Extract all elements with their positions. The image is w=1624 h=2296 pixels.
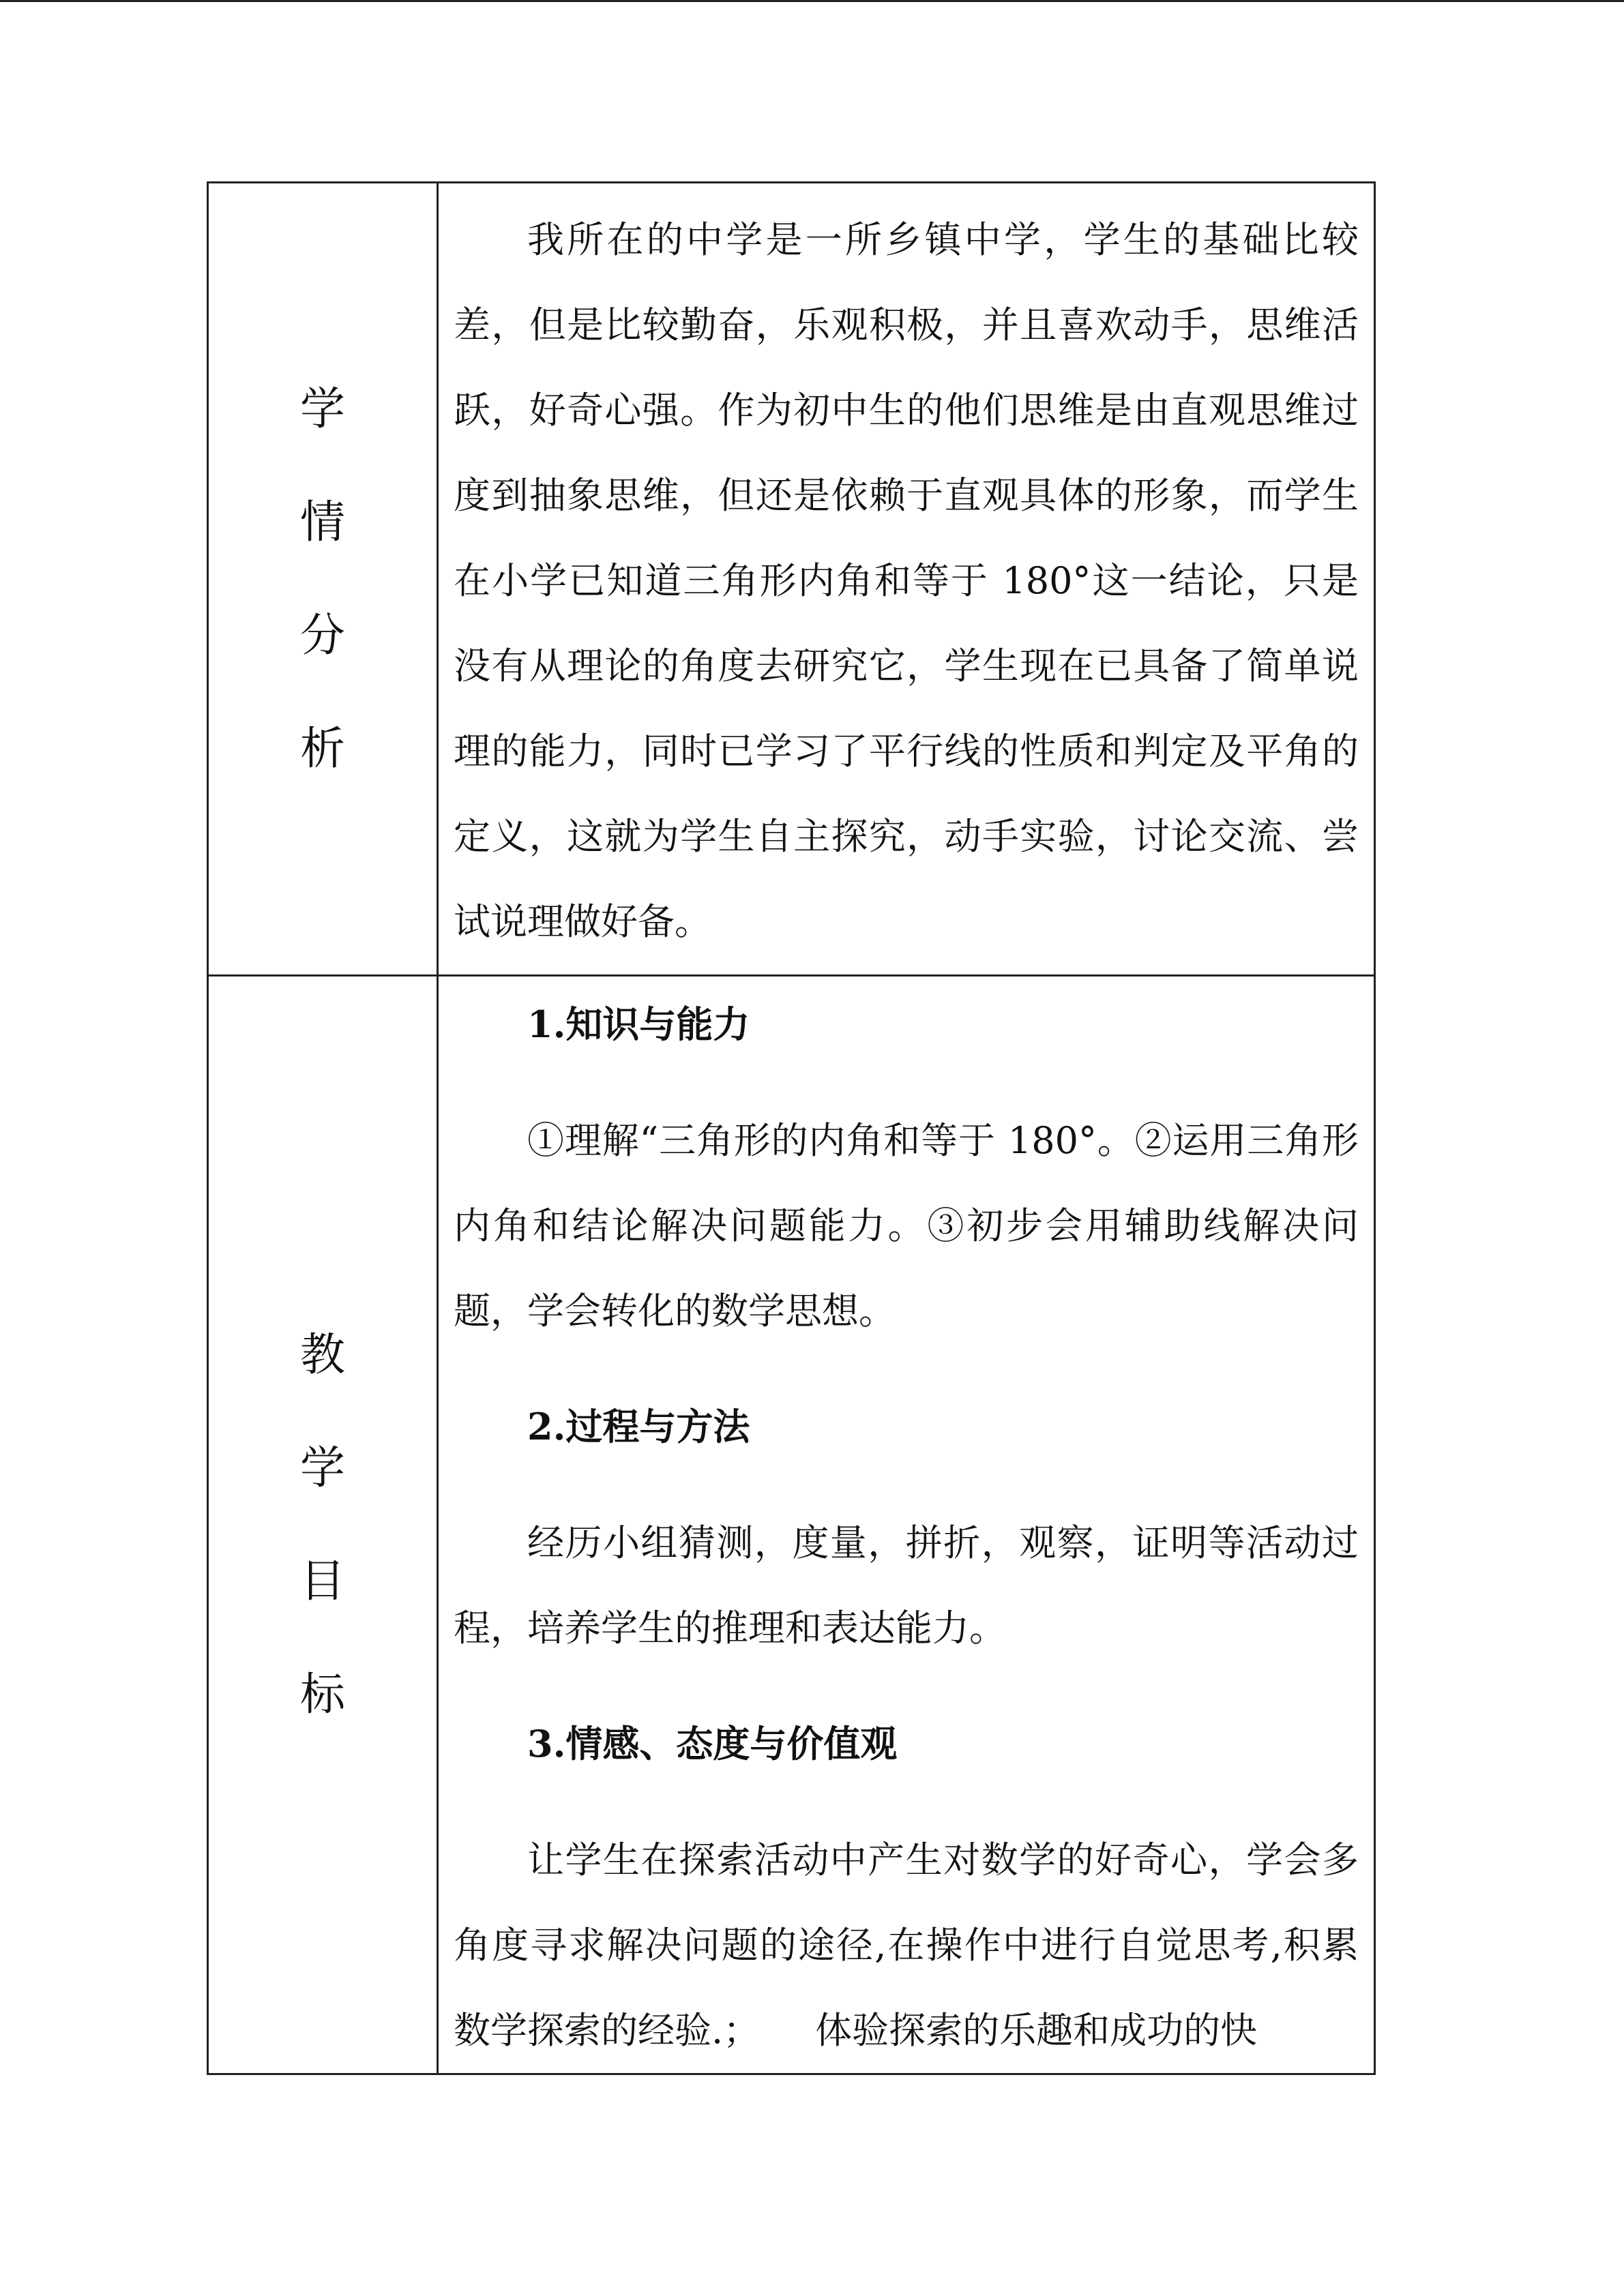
row-label-char: 标: [300, 1668, 345, 1720]
row-label-cell: [208, 976, 438, 2074]
analysis-paragraph: 我所在的中学是一所乡镇中学，学生的基础比较差，但是比较勤奋，乐观积极，并且喜欢动手，思维活跃，好奇心强。作为初中生的他们思维是由直观思维过度到抽象思维，但还是依赖于直观具体的形象，而学生在小学已知道三角形内角和等于 180°这一结论，只是没有从理论的角度去研究它，学生现在已具备了简单说理的能力，同时已学习了平行线的性质和判定及平角的定义，这就为学生自主探究，动手实验，讨论交流、尝试说理做好备。: [454, 218, 1359, 943]
row-label-char: 学: [300, 1442, 345, 1494]
row-label-char: 学: [300, 383, 345, 435]
row-label-char: 目: [300, 1555, 345, 1607]
row-label-cell: [208, 183, 438, 976]
table-row-student-analysis: [208, 183, 1375, 976]
goals-content: [439, 976, 1374, 2073]
goal-text-knowledge: ①理解“三角形的内角和等于 180°。②运用三角形内角和结论解决问题能力。③初步会用辅助线解决问题，学会转化的数学思想。: [454, 1119, 1359, 1332]
goal-heading-emotion: 3.情感、态度与价值观: [527, 1722, 898, 1765]
lesson-plan-table: [207, 181, 1376, 2075]
analysis-content: [439, 183, 1374, 964]
row-content-cell: [438, 976, 1375, 2074]
table-row-teaching-goals: [208, 976, 1375, 2074]
page-top-border: [0, 0, 1624, 2]
goal-heading-process: 2.过程与方法: [527, 1405, 750, 1448]
goal-heading-knowledge: 1.知识与能力: [527, 1002, 750, 1046]
row-label-char: 情: [300, 496, 345, 548]
row-label-char: 分: [300, 609, 345, 661]
row-label-char: 教: [300, 1328, 345, 1381]
row-label-char: 析: [300, 722, 345, 775]
row-content-cell: [438, 183, 1375, 976]
goal-text-emotion: 让学生在探索活动中产生对数学的好奇心，学会多角度寻求解决问题的途径,在操作中进行自觉思考,积累数学探索的经验.； 体验探索的乐趣和成功的快: [454, 1838, 1359, 2052]
goal-text-process: 经历小组猜测，度量，拼折，观察，证明等活动过程，培养学生的推理和表达能力。: [454, 1521, 1359, 1650]
